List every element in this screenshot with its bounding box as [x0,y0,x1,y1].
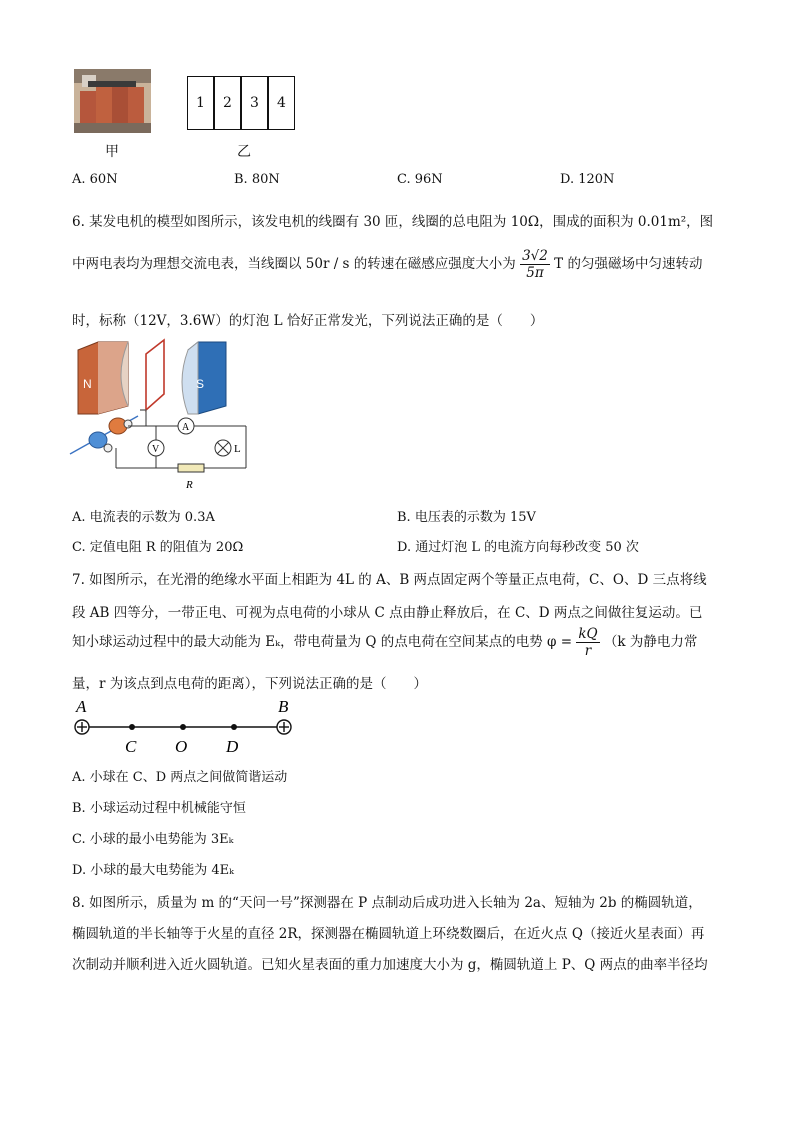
q6-frac-num: 3√2 [522,248,548,264]
q6-fraction [520,248,550,281]
generator-figure [68,336,258,496]
q8-line-3: 次制动并顺利进入近火圆轨道。已知火星表面的重力加速度大小为 g，椭圆轨道上 P、Q 两点的曲率半径均 [72,957,708,973]
point-d-label: D [226,737,239,756]
box-cell: 4 [268,76,295,130]
q6-option-a: A. 电流表的示数为 0.3A [72,510,215,525]
q5-option-a: A. 60N [72,172,118,187]
q6-option-c: C. 定值电阻 R 的阻值为 20Ω [72,540,244,555]
box-cell: 2 [214,76,241,130]
point-c-label: C [125,737,137,756]
q7-option-b: B. 小球运动过程中机械能守恒 [72,801,246,816]
q7-line-2: 段 AB 四等分，一带正电、可视为点电荷的小球从 C 点由静止释放后，在 C、D 两点之间做往复运动。已 [72,605,703,621]
voltmeter-label: V [152,444,160,455]
point-a-label: A [76,697,87,716]
q7-option-a: A. 小球在 C、D 两点之间做简谐运动 [72,770,288,785]
q7-line-3a: 知小球运动过程中的最大动能为 Eₖ，带电荷量为 Q 的点电荷在空间某点的电势 φ = [72,634,573,650]
q7-frac-den: r [584,643,592,659]
lamp-label: L [234,443,241,455]
ammeter-label: A [182,422,190,433]
q7-line-3 [72,626,697,659]
photo-label: 甲 [105,144,119,160]
q7-line-3b: （k 为静电力常 [603,634,698,650]
point-o-label: O [175,737,188,756]
q6-option-d: D. 通过灯泡 L 的电流方向每秒改变 50 次 [397,540,639,555]
q6-line-2 [72,248,702,281]
s-label: S [196,377,205,391]
q7-line-1: 7. 如图所示，在光滑的绝缘水平面上相距为 4L 的 A、B 两点固定两个等量正点电荷，C、O、D 三点将线 [72,572,707,588]
q5-option-b: B. 80N [234,172,280,187]
q5-option-d: D. 120N [560,172,615,187]
q7-frac-num: kQ [578,626,598,642]
box-cell: 1 [187,76,214,130]
bricks-photo [74,69,151,133]
point-b-label: B [278,697,289,716]
q7-option-d: D. 小球的最大电势能为 4Eₖ [72,863,234,878]
q5-option-c: C. 96N [397,172,443,187]
q6-line-2a: 中两电表均为理想交流电表，当线圈以 50r / s 的转速在磁感应强度大小为 [72,256,516,272]
q8-line-1: 8. 如图所示，质量为 m 的“天问一号”探测器在 P 点制动后成功进入长轴为 2a、短轴为 2b 的椭圆轨道， [72,895,702,911]
charges-figure [68,696,298,758]
q6-line-1: 6. 某发电机的模型如图所示，该发电机的线圈有 30 匝，线圈的总电阻为 10Ω，围成的面积为 0.01m²，图 [72,214,714,230]
q6-line-2b: T 的匀强磁场中匀速转动 [554,256,703,272]
q6-line-3: 时，标称（12V，3.6W）的灯泡 L 恰好正常发光，下列说法正确的是（ ） [72,313,544,329]
q7-line-4: 量，r 为该点到点电荷的距离），下列说法正确的是（ ） [72,676,427,692]
q6-option-b: B. 电压表的示数为 15V [397,510,536,525]
resistor-label: R [186,479,193,491]
q6-frac-den: 5π [526,265,544,281]
q8-line-2: 椭圆轨道的半长轴等于火星的直径 2R，探测器在椭圆轨道上环绕数圈后，在近火点 Q（接近火星表面）再 [72,926,705,942]
box-label: 乙 [237,144,251,160]
q7-option-c: C. 小球的最小电势能为 3Eₖ [72,832,234,847]
q7-fraction [576,626,599,659]
n-label: N [83,377,92,391]
box-cell: 3 [241,76,268,130]
